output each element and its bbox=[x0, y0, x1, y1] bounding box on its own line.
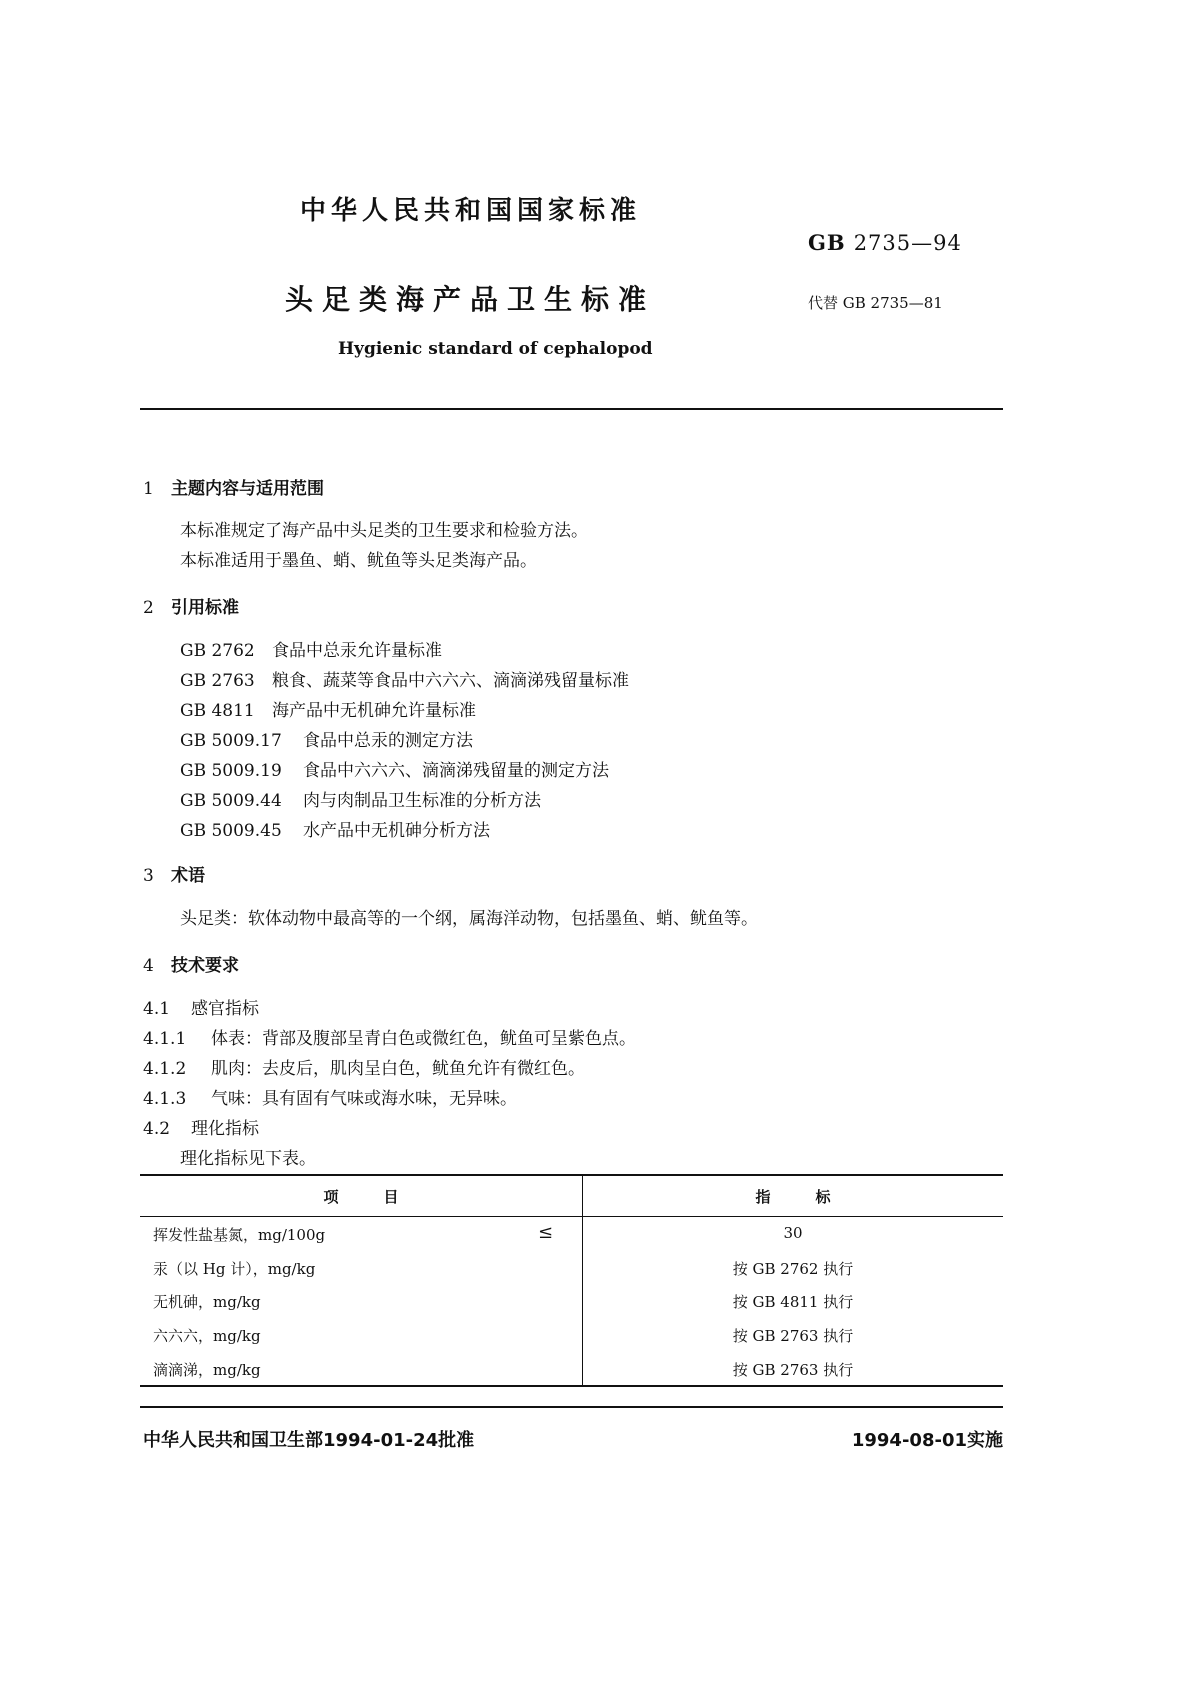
section-number: 2 bbox=[143, 598, 154, 618]
section-title: 主题内容与适用范围 bbox=[171, 479, 324, 499]
table-cell-item: 六六六，mg/kg bbox=[153, 1327, 261, 1345]
code-prefix: GB bbox=[808, 230, 846, 255]
paragraph: 本标准规定了海产品中头足类的卫生要求和检验方法。 bbox=[180, 521, 588, 541]
section-2-heading bbox=[143, 593, 239, 618]
table-cell-value: 按 GB 2762 执行 bbox=[732, 1260, 854, 1278]
table-top-rule bbox=[140, 1174, 1003, 1176]
paragraph: 本标准适用于墨鱼、蛸、鱿鱼等头足类海产品。 bbox=[180, 551, 537, 571]
reference-item bbox=[180, 666, 629, 691]
document-title: 头足类海产品卫生标准 bbox=[285, 283, 656, 316]
standard-code bbox=[808, 230, 962, 255]
approval-date: 中华人民共和国卫生部1994-01-24批准 bbox=[143, 1430, 475, 1451]
table-cell-item: 挥发性盐基氮，mg/100g bbox=[153, 1226, 326, 1244]
section-1-heading bbox=[143, 474, 324, 499]
reference-code: GB 4811 bbox=[180, 701, 255, 721]
table-cell-value: 按 GB 2763 执行 bbox=[732, 1361, 854, 1379]
header-rule bbox=[140, 408, 1003, 410]
reference-title: 食品中六六六、滴滴涕残留量的测定方法 bbox=[303, 761, 609, 781]
subsection-text: 气味：具有固有气味或海水味，无异味。 bbox=[211, 1089, 517, 1109]
subsection-text: 肌肉：去皮后，肌肉呈白色，鱿鱼允许有微红色。 bbox=[211, 1059, 585, 1079]
reference-title: 粮食、蔬菜等食品中六六六、滴滴涕残留量标准 bbox=[272, 671, 629, 691]
reference-title: 食品中总汞允许量标准 bbox=[272, 641, 442, 661]
reference-code: GB 5009.19 bbox=[180, 761, 282, 781]
table-header-item: 项 目 bbox=[323, 1188, 399, 1206]
reference-item bbox=[180, 786, 541, 811]
reference-code: GB 5009.17 bbox=[180, 731, 282, 751]
table-cell-item: 滴滴涕，mg/kg bbox=[153, 1361, 261, 1379]
section-number: 1 bbox=[143, 479, 154, 499]
table-cell-value: 按 GB 2763 执行 bbox=[732, 1327, 854, 1345]
section-number: 4 bbox=[143, 956, 154, 976]
paragraph: 理化指标见下表。 bbox=[180, 1149, 316, 1169]
subsection-number: 4.1.3 bbox=[143, 1089, 187, 1109]
effective-date: 1994-08-01实施 bbox=[851, 1430, 1003, 1451]
reference-title: 海产品中无机砷允许量标准 bbox=[272, 701, 476, 721]
reference-item bbox=[180, 816, 490, 841]
reference-item bbox=[180, 756, 609, 781]
national-standard-heading: 中华人民共和国国家标准 bbox=[300, 196, 642, 226]
section-4-heading bbox=[143, 951, 239, 976]
reference-code: GB 5009.44 bbox=[180, 791, 282, 811]
reference-item bbox=[180, 636, 442, 661]
subsection-text: 感官指标 bbox=[191, 999, 259, 1019]
subsection-number: 4.2 bbox=[143, 1119, 171, 1139]
subsection bbox=[143, 1114, 259, 1139]
section-number: 3 bbox=[143, 866, 154, 886]
code-number: 2735—94 bbox=[853, 231, 962, 255]
reference-code: GB 2763 bbox=[180, 671, 255, 691]
table-cell-operator: ≤ bbox=[538, 1222, 554, 1243]
subsection-number: 4.1.1 bbox=[143, 1029, 187, 1049]
subsection-text: 体表：背部及腹部呈青白色或微红色，鱿鱼可呈紫色点。 bbox=[211, 1029, 636, 1049]
english-title: Hygienic standard of cephalopod bbox=[338, 339, 653, 359]
subsection-text: 理化指标 bbox=[191, 1119, 259, 1139]
table-bottom-rule bbox=[140, 1385, 1003, 1387]
subsection bbox=[143, 1054, 585, 1079]
subsection-number: 4.1.2 bbox=[143, 1059, 187, 1079]
reference-title: 肉与肉制品卫生标准的分析方法 bbox=[303, 791, 541, 811]
paragraph: 头足类：软体动物中最高等的一个纲，属海洋动物，包括墨鱼、蛸、鱿鱼等。 bbox=[180, 909, 758, 929]
reference-item bbox=[180, 726, 473, 751]
table-cell-value: 按 GB 4811 执行 bbox=[732, 1293, 854, 1311]
replaces-note: 代替 GB 2735—81 bbox=[808, 294, 943, 312]
table-header-value: 指 标 bbox=[755, 1188, 831, 1206]
section-title: 术语 bbox=[171, 866, 205, 886]
reference-code: GB 5009.45 bbox=[180, 821, 282, 841]
reference-item bbox=[180, 696, 476, 721]
footer-rule bbox=[140, 1406, 1003, 1408]
table-cell-value: 30 bbox=[783, 1224, 803, 1242]
section-3-heading bbox=[143, 861, 205, 886]
subsection bbox=[143, 1084, 517, 1109]
subsection-number: 4.1 bbox=[143, 999, 171, 1019]
section-title: 引用标准 bbox=[171, 598, 239, 618]
reference-title: 水产品中无机砷分析方法 bbox=[303, 821, 490, 841]
table-cell-item: 汞（以 Hg 计），mg/kg bbox=[153, 1260, 316, 1278]
subsection bbox=[143, 994, 259, 1019]
subsection bbox=[143, 1024, 636, 1049]
reference-title: 食品中总汞的测定方法 bbox=[303, 731, 473, 751]
table-header-rule bbox=[140, 1216, 1003, 1217]
section-title: 技术要求 bbox=[171, 956, 239, 976]
reference-code: GB 2762 bbox=[180, 641, 255, 661]
table-cell-item: 无机砷，mg/kg bbox=[153, 1293, 261, 1311]
